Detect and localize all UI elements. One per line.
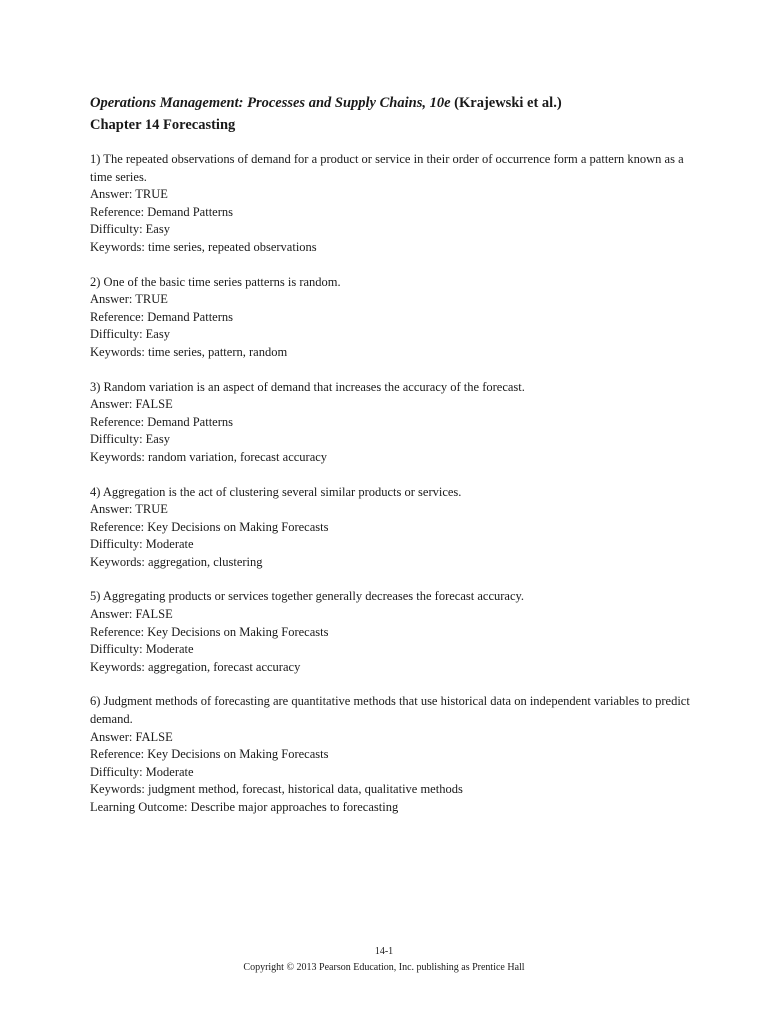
question-reference: Reference: Key Decisions on Making Forecasts [90,519,329,534]
question-text: 3) Random variation is an aspect of demand that increases the accuracy of the forecast. [90,379,525,394]
question-text: 6) Judgment methods of forecasting are quantitative methods that use historical data on independent variables to predict demand. [90,694,690,727]
book-authors: (Krajewski et al.) [450,95,562,111]
question-text: 2) One of the basic time series patterns is random. [90,274,341,289]
question-keywords: Keywords: aggregation, forecast accuracy [90,659,301,674]
question-learning-outcome: Learning Outcome: Describe major approaches to forecasting [90,800,399,814]
question-keywords: Keywords: aggregation, clustering [90,554,263,569]
question-text: 1) The repeated observations of demand for a product or service in their order of occurrence form a pattern known as a time series. [90,152,684,184]
question-answer: Answer: TRUE [90,502,168,517]
question-answer: Answer: FALSE [90,607,173,622]
question-reference: Reference: Demand Patterns [90,414,233,429]
question-difficulty: Difficulty: Easy [90,432,170,447]
question-item [90,151,690,257]
question-difficulty: Difficulty: Moderate [90,642,194,657]
question-reference: Reference: Demand Patterns [90,309,233,324]
question-keywords: Keywords: random variation, forecast accuracy [90,449,328,464]
question-difficulty: Difficulty: Moderate [90,537,194,552]
question-list [90,151,690,817]
copyright-notice: Copyright © 2013 Pearson Education, Inc. publishing as Prentice Hall [243,962,525,973]
page-footer [0,944,768,976]
question-text: 5) Aggregating products or services together generally decreases the forecast accuracy. [90,589,525,604]
question-reference: Reference: Key Decisions on Making Forecasts [90,624,329,639]
question-keywords: Keywords: time series, repeated observations [90,239,317,254]
page-number: 14-1 [374,946,394,957]
question-item [90,274,690,362]
question-difficulty: Difficulty: Easy [90,327,170,342]
question-item [90,588,690,676]
question-difficulty: Difficulty: Moderate [90,764,194,779]
question-item [90,693,690,816]
question-answer: Answer: TRUE [90,187,168,202]
question-difficulty: Difficulty: Easy [90,222,170,237]
question-answer: Answer: TRUE [90,292,168,307]
question-keywords: Keywords: time series, pattern, random [90,344,288,359]
question-answer: Answer: FALSE [90,397,173,412]
question-reference: Reference: Demand Patterns [90,204,233,219]
book-title [90,93,690,113]
question-reference: Reference: Key Decisions on Making Forecasts [90,747,329,762]
question-text: 4) Aggregation is the act of clustering several similar products or services. [90,484,462,499]
chapter-title: Chapter 14 Forecasting [90,117,236,133]
question-item [90,379,690,467]
document-page [90,93,690,834]
book-title-italic: Operations Management: Processes and Supply Chains, 10e [90,95,451,111]
question-item [90,484,690,572]
question-answer: Answer: FALSE [90,729,173,744]
question-keywords: Keywords: judgment method, forecast, historical data, qualitative methods [90,782,463,797]
